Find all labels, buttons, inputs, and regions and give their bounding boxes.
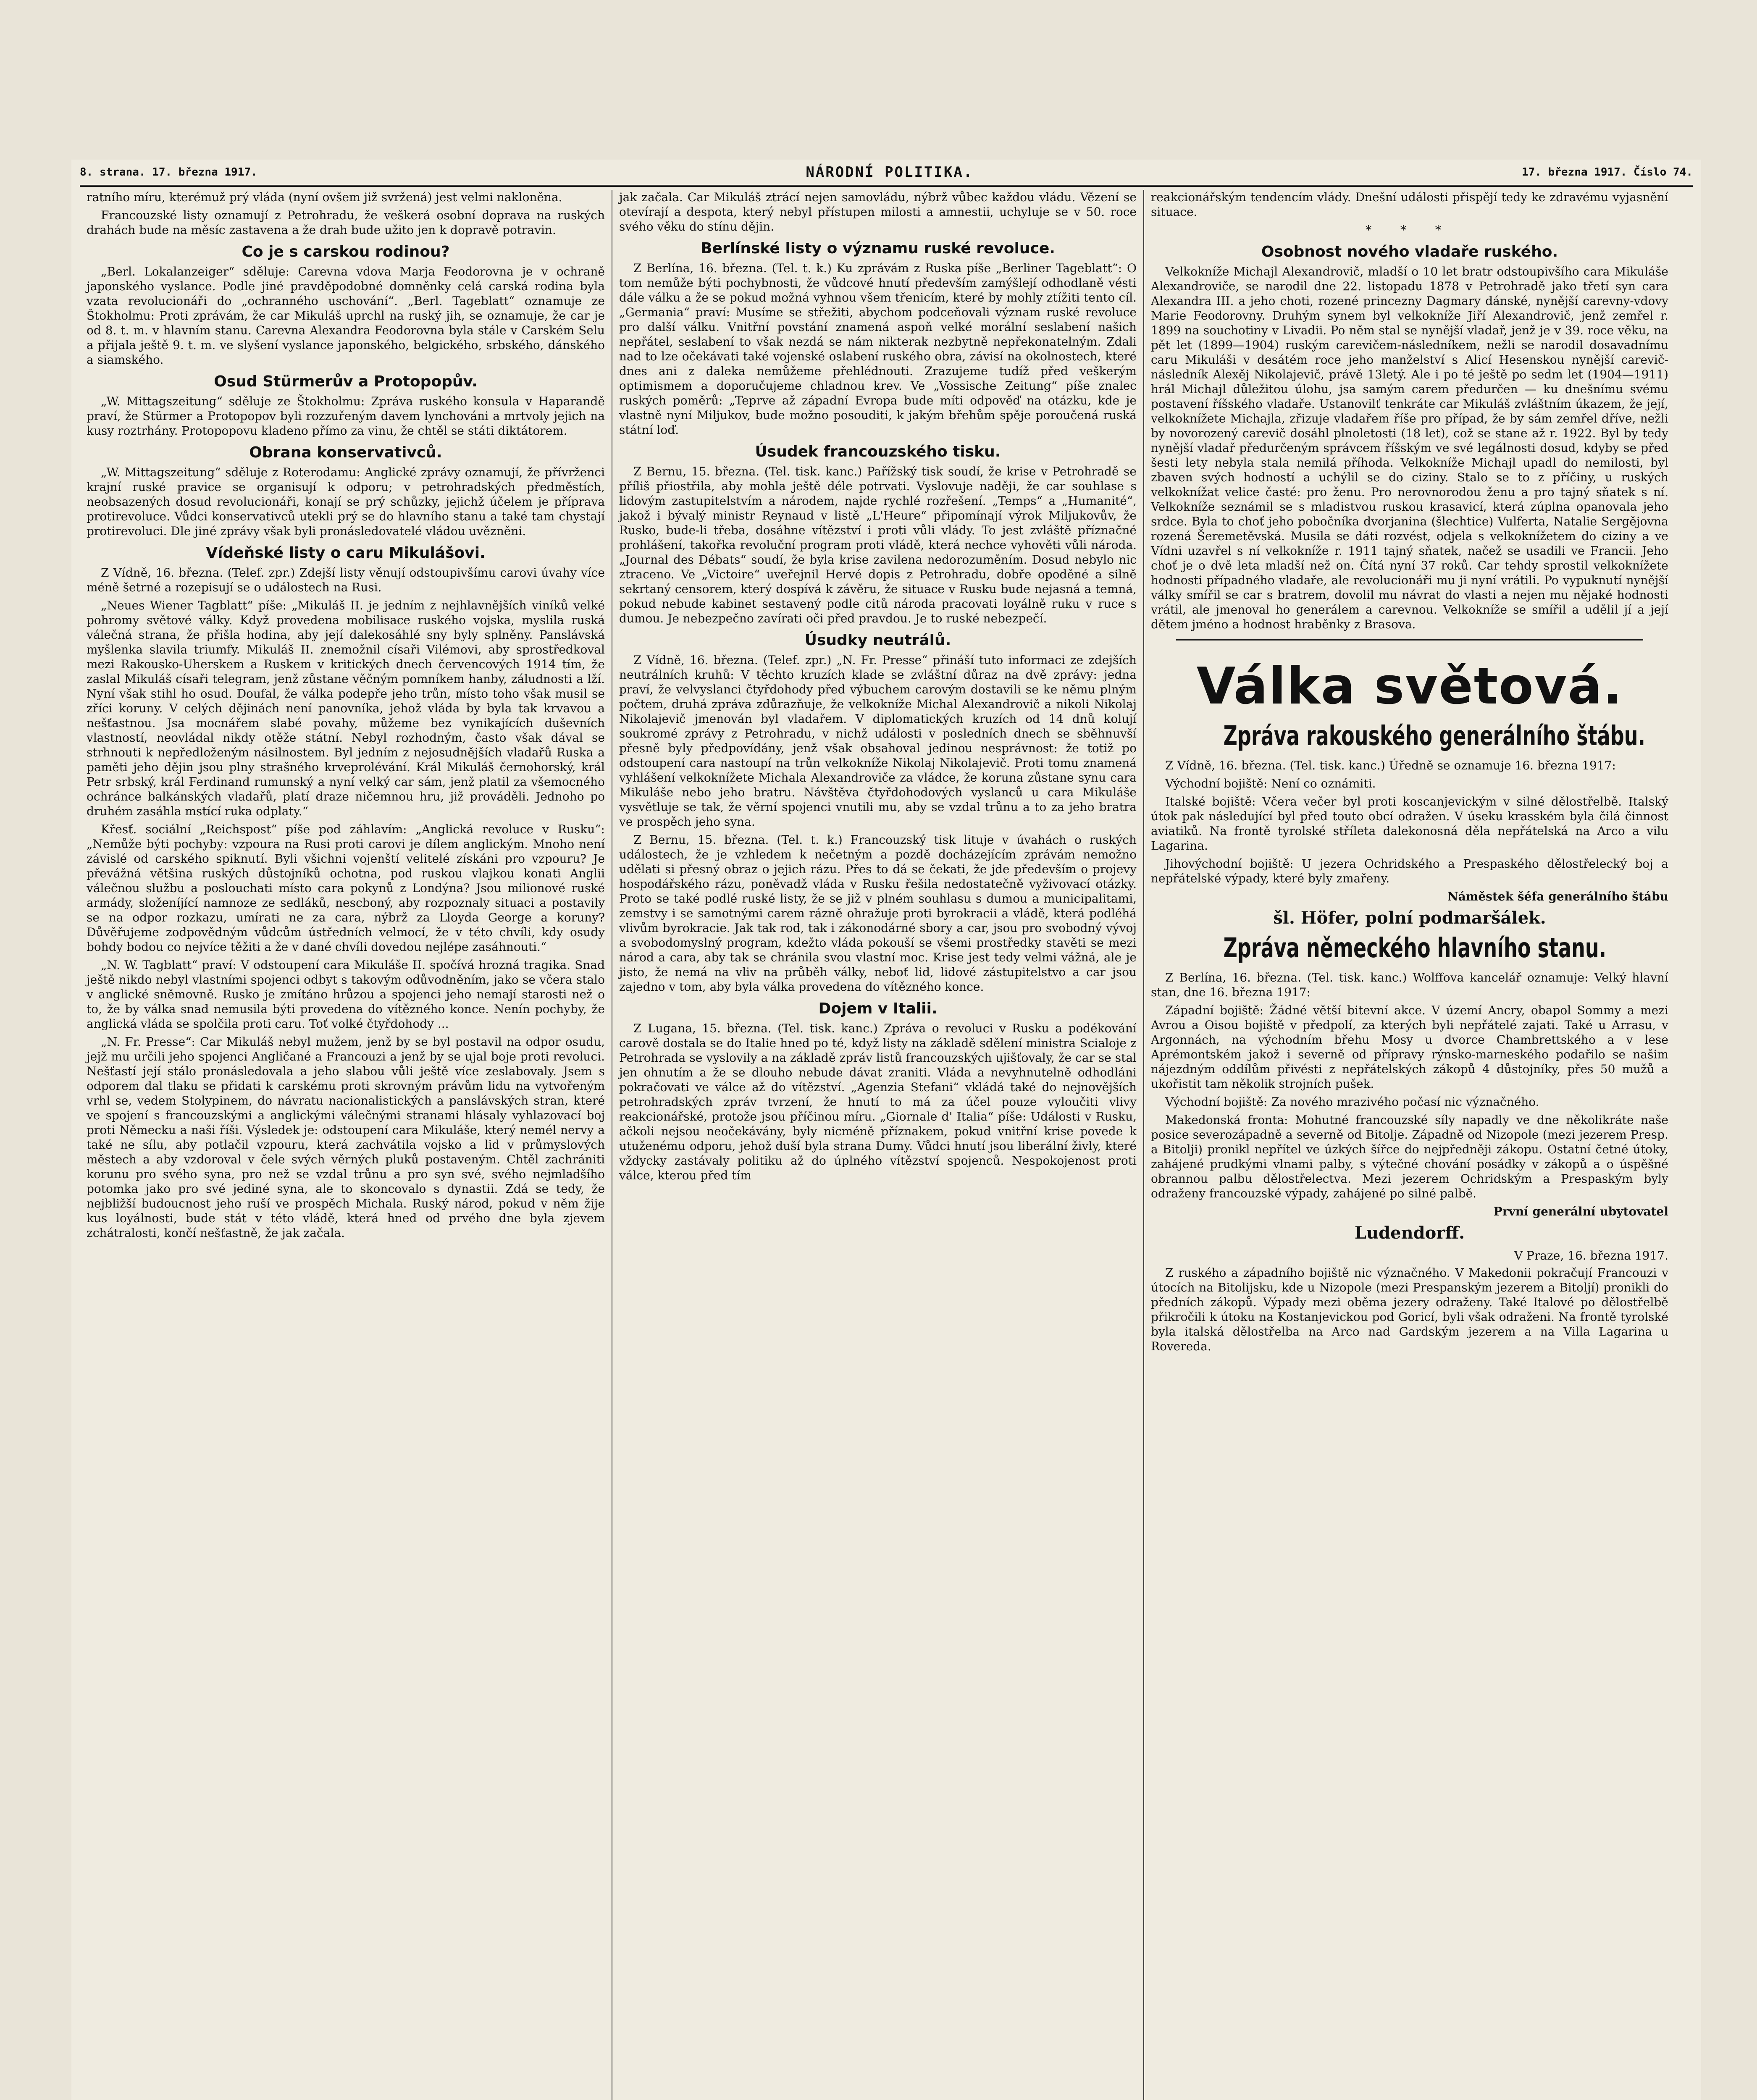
article-text: Z Lugana, 15. března. (Tel. tisk. kanc.) Zpráva o revoluci v Rusku a podékování carově dostala se do Italie hned po té, když listy na základě sdělení ministra Scialoje z Petrohrada se vyslovily a na základě zpráv listů francouzských ujišťovaly, že car se stal jen ohnutím a že se dlouho nebude dávat zraniti. Vláda a nevyhnutelně odhodláni pokračovati ve válce až do vítězství. „Agenzia Stefani“ vkládá také do nejnovějších petrohradských zpráv tvrzení, že hnutí to má za účel pouze vyloučiti vlivy reakcionářské, protože jsou příčinou míru. „Giornale d' Italia“ píše: Události v Rusku, ačkoli nejsou neočekávány, byly nicméně příznakem, pokud vnitřní krise povede k utuženému odporu, jehož duší byla strana Dumy. Vůdci hnutí jsou liberální živly, které vždycky zastávaly politiku až do úplného vítězství spojenců. Nespokojenost proti válce, kterou před tím [619,1021,1137,1182]
header-left: 8. strana. 17. března 1917. [80,166,257,178]
article-text: „Berl. Lokalanzeiger“ sděluje: Carevna vdova Marja Feodorovna je v ochraně japonského vyslance. Podle jiné pravděpodobné domněnky celá carská rodina byla vzata revolucionáři do „ochranného uschování“. „Berl. Tageblatt“ oznamuje ze Štokholmu: Proti zprávám, že car Mikuláš uprchl na ruský jih, se oznamuje, že car je od 8. t. m. v hlavním stanu. Carevna Alexandra Feodorovna byla stále v Carském Selu a přijala ještě 9. t. m. ve slyšení vyslance japonského, belgického, srbského, dánského a siamského. [87,265,605,367]
report-heading-austrian: Zpráva rakouského generálního štábu. [1223,721,1646,752]
article-text: Východní bojiště: Není co oznámiti. [1165,777,1376,790]
article-text: Západní bojiště: Žádné větší bitevní akce. V území Ancry, obapol Sommy a mezi Avrou a Oisou bojiště v předpolí, za kterých byli nepřátelé zajati. Také u Arrasu, v Argonnách, na východním břehu Mosy u dvorce Chambrettského a v lese Aprémontském jakož i severně od přípravy rýnsko-marneského podařilo se našim nájezdným oddílům přivésti z nepřátelských zákopů 4 důstojníky, přes 50 mužů a ukořistit tam několik strojních pušek. [1151,1003,1668,1091]
article-text: Velkokníže Michajl Alexandrovič, mladší o 10 let bratr odstoupivšího cara Mikuláše Alexandroviče, se narodil dne 22. listopadu 1878 v Petrohradě jako třetí syn cara Alexandra III. a jeho choti, rozené princezny Dagmary dánské, nynější carevny-vdovy Marie Feodorovny. Druhým synem byl velkokníže Jiří Alexandrovič, jenž zemřel r. 1899 na souchotiny v Livadii. Po něm stal se nynější vladař, jenž je v 39. roce věku, na pět let (1899—1904) ruským carevičem-následníkem, nežli se narodil dosavadnímu caru Mikuláši v desátém roce jeho manželství s Alicí Hesenskou nynější carevič-následník Alexěj Nikolajevič, právě 13letý. Ale i po té ještě po sedm let (1904—1911) hrál Michajl důležitou úlohu, jsa samým carem předurčen — ku dnešnímu svému postavení říšského vladaře. Ustanovilť tenkráte car Mikuláš zvláštním úkazem, že její, velkoknížete Michajla, zřizuje vladařem říše pro případ, že by sám zemřel dříve, nežli by novorozený carevič dosáhl plnoletosti (18 let), což se stane až r. 1922. Byl by tedy nynější vladař předurčeným správcem říšským ve své legálnosti dosud, kdyby se před šesti lety nebyla stala nemilá příhoda. Velkokníže Michajl upadl do nemilosti, byl zbaven svých hodností a uchýlil se do ciziny. Stalo se to z příčiny, u ruských velkoknížat velice časté: pro ženu. Pro nerovnorodou ženu a pro tajný sňatek s ní. Velkokníže seznámil se s mladistvou ruskou krasavicí, která zúplna opanovala jeho srdce. Byla to choť jeho pobočníka dvorjanina (šlechtice) Vulferta, Natalie Sergějovna rozená Šeremetěvská. Musila se dáti rozvést, odjela s velkoknížetem do ciziny a ve Vídni uzavřel s ní velkokníže r. 1911 tajný sňatek, načež se usadili ve Francii. Jeho choť je o dvě leta mladší než on. Čítá nyní 37 roků. Car tehdy sprostil velkoknížete hodnosti případného vladaře, ale revolucionáři mu ji nyní vrátili. Po vypuknutí nynější války smířil se car s bratrem, dovolil mu návrat do vlasti a nejen mu nějaké hodnosti vrátil, ale jmenoval ho generálem a carevnou. Velkokníže se smířil a udělil jí a její dětem jméno a hodnost hraběnky z Brasova. [1151,265,1668,631]
article-text: „N. W. Tagblatt“ praví: V odstoupení cara Mikuláše II. spočívá hrozná tragika. Snad ještě nikdo nebyl vlastními spojenci odbyt s takovým odůvodněním, jako se včera stalo v anglické sněmovně. Rusko je zmítáno hrůzou a spojenci jeho nemají starosti než o to, že by válka snad nemusila býti provedena do vítězného konce. Nenín pochyby, že anglická vláda se spolčila proti caru. Toť volké čtyřdohody ... [87,958,605,1031]
article-heading: Dojem v Italii. [818,1000,938,1017]
article-text: „W. Mittagszeitung“ sděluje z Roterodamu: Anglické zprávy oznamují, že přívrženci krajní ruské pravice se organisují k odporu; v petrohradských předměstích, neobsazených dosud revolucionáři, konají se prý schůzky, jejichž účelem je příprava protirevoluce. Vůdci konservativců utekli prý se do hlavního stanu a také tam chystají protirevoluci. Dle jiné zprávy však byli pronásledovatelé vládou uvězněni. [87,465,605,538]
article-heading: Co je s carskou rodinou? [242,243,450,260]
article-text: Z Bernu, 15. března. (Tel. t. k.) Francouzský tisk lituje v úvahách o ruských událostech, že je vzhledem k nečetným a pozdě docházejícím zprávám nemožno udělati si přesný obraz o jejich rázu. Přes to dá se čekati, že jde především o projevy hospodářského rázu, poněvadž vláda v Rusku řešila nedostatečně vyživovací otázky. Proto se také podlé ruské listy, že se již v plném souhlasu s dumou a municipalitami, zemstvy i se samotnými carem rázně ohražuje proti byrokracii a vládě, která podléhá vlivům byrokracie. Jak tak rod, tak i zákonodárné sbory a car, jsou pro svobodný vývoj a svobodomyslný program, kdežto vláda pokouší se všemi prostředky stavěti se mezi národ a cara, aby tak se chránila svou vlastní moc. Krise jest tedy velmi vážná, ale je jisto, že nemá na vliv na průběh války, neboť lid, lidové zástupitelstvo a car jsou zajedno v tom, aby byla válka provedena do vítězného konce. [619,833,1137,994]
page-header [80,160,1693,187]
newspaper-page [71,160,1701,2100]
article-text: reakcionářským tendencím vlády. Dnešní události přispějí tedy ke zdravému vyjasnění situace. [1151,190,1668,219]
article-text: Makedonská fronta: Mohutné francouzské síly napadly ve dne několikráte naše posice severozápadně a severně od Bitolje. Západně od Nizopole (mezi jezerem Presp. a Bitolji) pronikl nepřítel ve úzkých šířce do nejpředněji zákopu. Ostatní četné útoky, zahájené prudkými vlnami palby, s výtečné chování posádky v zákopů a o úspěšné obrannou palbu dělostřelectva. Mezi jezerem Ochridským a Prespaským byly odraženy francouzské výpady, zahájené po silné palbě. [1151,1113,1668,1200]
article-heading: Berlínské listy o významu ruské revoluce. [701,240,1055,257]
article-text: Z Vídně, 16. března. (Telef. zpr.) Zdejší listy věnují odstoupivšímu carovi úvahy více méně šetrné a rozepisují se o událostech na Rusi. [87,566,605,594]
article-heading: Osobnost nového vladaře ruského. [1261,243,1558,260]
section-separator: * * * [1366,223,1454,237]
article-text: „N. Fr. Presse“: Car Mikuláš nebyl mužem, jenž by se byl postavil na odpor osudu, jejž mu určili jeho spojenci Angličané a Francouzi a jenž by se ujal boje proti revoluci. Nešťastí její stálo pronásledovala a jeho slabou vůli ještě více zeslabovaly. Jsem s odporem dal tlaku se přidati k carskému proti skrovným právům lidu na vytvořeným vrhl se, vedem Stolypinem, do návratu nacionalistických a panslávských stran, které ve spojení s francouzskými a anglickými válečnými stranami hlásaly vyhlazovací boj proti Německu a naši říši. Výsledek je: odstoupení cara Mikuláše, který nemél nervy a také ne sílu, aby potlačil vzpouru, která zachvátila vojsko a lid v průmyslových městech a aby vzdoroval v čele svých věrných pluků postaveným. Chtěl zachrániti korunu pro svého syna, pro než se vzdal trůnu a pro syn své, svého nejmladšího potomka jako pro své jediné syna, ale to skoncovalo s dynastii. Zdá se tedy, že nejbližší budoucnost jeho ruší ve prospěch Michala. Ruský národ, pokud v něm žije kus loyálnosti, bude stát v této vládě, která hned od prvého dne byla zjevem zchátralosti, končí nešťastně, že jak začala. [87,1035,605,1240]
article-heading: Osud Stürmerův a Protopopův. [214,373,478,390]
divider [1176,639,1643,640]
signature-name: šl. Höfer, polní podmaršálek. [1273,908,1546,928]
article-text: Z Vídně, 16. března. (Telef. zpr.) „N. Fr. Presse“ přináší tuto informaci ze zdejších neutrálních kruhů: V těchto kruzích klade se zvláštní důraz na dvě zprávy: jedna praví, že velvyslanci čtyřdohody před výbuchem carovým dostavili se ke němu plným počtem, druhá zpráva zdůrazňuje, že velkokníže Michal Alexandrovič a nikoli Nikolaj Nikolajevič jmenován byl vladařem. V diplomatických kruzích od 14 dnů kolují soukromé zprávy z Petrohradu, v nichž události v posledních dnech se sběhnuvší přesně byly předpovídány, jenž však obsahoval jedinou nesprávnost: že totiž po odstoupení cara nastoupí na trůn velkokníže Nikolaj Nikolajevič. Proti tomu znamená vyhlášení velkoknížete Michala Alexandroviče za vládce, že koruna zůstane synu cara Mikuláše nebo jeho bratru. Návštěva čtyřdohodových vyslanců u cara Mikuláše vysvětluje se tak, že věrní spojenci vnutili mu, aby se vzdal trůnu a to za jeho bratra ve prospěch jeho syna. [619,653,1137,829]
column-3 [1143,190,1675,2100]
article-text: Z Berlína, 16. března. (Tel. t. k.) Ku zprávám z Ruska píše „Berliner Tageblatt“: O tom nemůže býti pochybnosti, že vůdcové hnutí především zamýšlejí odhodlaně vésti dále válku a že se pokud možná vyhnou všem třenicím, které by mohly ztížiti tento cíl. „Germania“ praví: Musíme se střežiti, abychom podceňovali význam ruské revoluce pro další válku. Vnitřní povstání znamená aspoň velké morální seslabení našich nepřátel, seslabení to však nezdá se nám nikterak nezbytně nepřekonatelným. Zdali nad to lze očekávati také vojenské oslabení ruského obra, závisí na okolnostech, které dnes ani z daleka nemůžeme přehlédnouti. Zrazujeme tudíž před veškerým optimismem a doporučujeme chladnou krev. Ve „Vossische Zeitung“ píše znalec ruských poměrů: „Teprve až západní Evropa bude míti odpověď na otázku, kde je vlastně nyní Miljukov, bude možno posouditi, k jakým břehům spěje poroučená ruská státní loď. [619,261,1137,437]
article-heading: Úsudek francouzského tisku. [755,443,1001,460]
article-text: ratního míru, kterémuž prý vláda (nyní ovšem již svržená) jest velmi nakloněna. [87,190,562,204]
columns [80,190,1693,2100]
article-text: Italské bojiště: Včera večer byl proti koscanjevickým v silné dělostřelbě. Italský útok pak následující byl před touto obcí odražen. V úseku krasském byla čilá činnost aviatiků. Na frontě tyrolské stříleta dalekonosná děla nepřátelská na Arco a vilu Lagarina. [1151,795,1668,853]
header-right: 17. března 1917. Číslo 74. [1521,166,1693,178]
article-text: „W. Mittagszeitung“ sděluje ze Štokholmu: Zpráva ruského konsula v Haparandě praví, že Stürmer a Protopopov byli rozzuřeným davem lynchováni a mrtvoly jejich na kusy roztrhány. Protopopovu kladeno přímo za vinu, že chtěl se státi diktátorem. [87,394,605,438]
report-heading-german: Zpráva německého hlavního stanu. [1223,933,1607,964]
signature-title: První generální ubytovatel [1493,1205,1668,1218]
article-text: Francouzské listy oznamují z Petrohradu, že veškerá osobní doprava na ruských drahách bude na měsíc zastavena a že drah bude užito jen k dopravě potravin. [87,208,605,237]
dateline: V Praze, 16. března 1917. [1514,1249,1668,1263]
article-text: Křesť. sociální „Reichspost“ píše pod záhlavím: „Anglická revoluce v Rusku“: „Nemůže býti pochyby: vzpoura na Rusi proti carovi je dílem anglickým. Mnoho není závislé od carského spiknutí. Byli všichni vojenští velitelé získáni pro vzpouru? Je převážná většina ruských důstojníků ochotna, pod ruskou vlajkou konati Anglii válečnou službu a poslouchati místo cara pokynů z Londýna? Jsou milionové ruské armády, složeníjící namnoze ze sedláků, nescboný, aby rozpoznaly situaci a postavily se na odpor rozkazu, umírati ne za cara, nýbrž za Lloyda George a koruny? Důvěřujeme zodpovědným vůdcům ústředních velmocí, že v této chvíli, kdy osudy bohdy bodou co nejvíce těžiti a že v dané chvíli dovedou nejlépe zasáhnouti.“ [87,822,605,954]
section-headline: Válka světová. [1196,657,1623,716]
article-text: Z ruského a západního bojiště nic význačného. V Makedonii pokračují Francouzi v útocích na Bitolijsku, kde u Nizopole (mezi Prespanským jezerem a Bitoljí) pronikli do předních zákopů. Výpady mezi oběma jezery odraženy. Také Italové po dělostřelbě přikročili k útoku na Kostanjevickou pod Goricí, byli však odraženi. Na frontě tyrolské byla italská dělostřelba na Arco nad Gardským jezerem a na Villa Lagarina u Rovereda. [1151,1266,1668,1353]
article-text: Z Bernu, 15. března. (Tel. tisk. kanc.) Pařížský tisk soudí, že krise v Petrohradě se příliš přiostřila, aby mohla ještě déle potrvati. Vyslovuje naději, že car souhlase s lidovým zastupitelstvím a národem, najde rychlé rozřešení. „Temps“ a „Humanité“, jakož i bývalý ministr Reynaud v listě „L'Heure“ připomínají výrok Miljukovův, že Rusko, bude-li třeba, dosáhne vítězství i proti vůli vlády. To jest zvláště příznačné prohlášení, takořka revoluční program proti vládě, která nechce vyhověti vůli národa. „Journal des Débats“ soudí, že byla krise zavilena nedorozuměním. Dosud nebylo nic ztraceno. Ve „Victoire“ uveřejnil Hervé dopis z Petrohradu, dobře opoděné a silně sekrtaný censorem, který dospívá k závěru, že situace v Rusku bude nejasná a temná, pokud nebude kabinet sestavený podle citů národa pracovati loyálně ruku v ruce s dumou. Je nebezpečno zavírati oči před pravdou. Je to ruské nebezpečí. [619,465,1137,625]
article-heading: Obrana konservativců. [249,444,442,461]
article-text: Jihovýchodní bojiště: U jezera Ochridského a Prespaského dělostřelecký boj a nepřátelské výpady, které byly zmařeny. [1151,857,1668,885]
article-text: Východní bojiště: Za nového mrazivého počasí nic význačného. [1165,1095,1539,1109]
article-text: Z Vídně, 16. března. (Tel. tisk. kanc.) Úředně se oznamuje 16. března 1917: [1165,759,1616,772]
column-1 [80,190,612,2100]
article-text: „Neues Wiener Tagblatt“ píše: „Mikuláš II. je jedním z nejhlavnějších viníků velké pohromy světové války. Když provedena mobilisace ruského vojska, myslila ruská válečná strana, že přišla hodina, aby její dalekosáhlé sny byly splněny. Panslávská myšlenka slavila triumfy. Mikuláš II. znemožnil císaři Vilémovi, aby sprostředkoval mezi Rakousko-Uherskem a Ruskem v kritických dnech červencových 1914 tím, že zaslal Mikuláš císaři telegram, jenž zůstane věčným pomníkem hanby, záludnosti a lží. Nyní však stihl ho osud. Doufal, že válka podepře jeho trůn, místo toho však musil se zříci koruny. V celých dějinách není panovníka, jehož vláda by byla tak krvavou a nešťastnou. Jsa mocnářem slabé povahy, můžeme bez vynikajících duševních vlastností, neovládal nikdy otěže státní. Nebyl rozhodným, často však dával se strhnouti k nepředloženým násilnostem. Byl jedním z nejosudnějších vladařů Ruska a paměti jeho dějin jsou plny strašného krveprolévání. Král Mikuláš černohorský, král Petr srbský, král Ferdinand rumunský a nyní velký car sám, jenž platil za všemocného ochránce balkánských vladařů, platí draze ničemnou hru, již prováděli. Jednoho po druhém zasáhla mstící ruka odplaty.“ [87,598,605,818]
header-masthead: NÁRODNÍ POLITIKA. [806,164,974,181]
column-2 [612,190,1143,2100]
signature-title: Náměstek šéfa generálního štábu [1447,890,1668,903]
article-heading: Úsudky neutrálů. [804,632,951,649]
article-text: jak začala. Car Mikuláš ztrácí nejen samovládu, nýbrž vůbec každou vládu. Vězení se otevírají a despota, který nebyl přístupen milosti a amnestii, uchyluje se v 50. roce svého věku do stínu dějin. [619,190,1137,234]
article-heading: Vídeňské listy o caru Mikulášovi. [206,544,486,562]
signature-name: Ludendorff. [1354,1223,1465,1243]
article-text: Z Berlína, 16. března. (Tel. tisk. kanc.) Wolffova kancelář oznamuje: Velký hlavní stan, dne 16. března 1917: [1151,971,1668,999]
